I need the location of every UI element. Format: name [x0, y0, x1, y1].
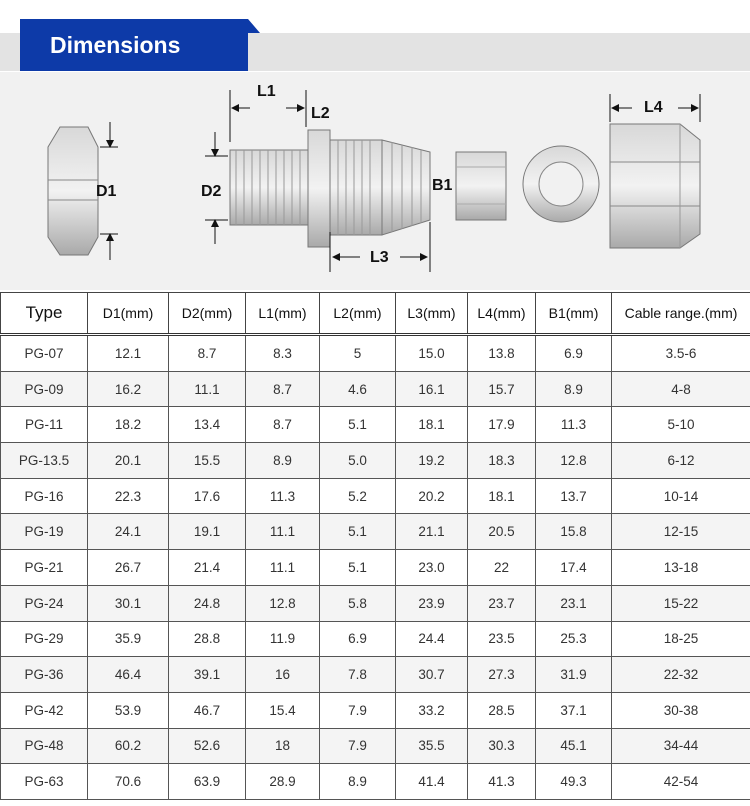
- table-row: [1, 764, 750, 800]
- value-cell: 39.1: [169, 657, 246, 693]
- value-cell: 18.1: [468, 478, 536, 514]
- value-cell: 15.8: [536, 514, 612, 550]
- type-cell: PG-48: [1, 728, 88, 764]
- value-cell: 18-25: [612, 621, 750, 657]
- type-cell: PG-16: [1, 478, 88, 514]
- column-header: Cable range.(mm): [612, 293, 750, 335]
- value-cell: 31.9: [536, 657, 612, 693]
- page-title: Dimensions: [50, 32, 181, 58]
- value-cell: 16.1: [396, 371, 468, 407]
- value-cell: 28.5: [468, 692, 536, 728]
- value-cell: 49.3: [536, 764, 612, 800]
- column-header: L4(mm): [468, 293, 536, 335]
- value-cell: 21.4: [169, 550, 246, 586]
- type-cell: PG-63: [1, 764, 88, 800]
- value-cell: 5.8: [320, 585, 396, 621]
- value-cell: 15.7: [468, 371, 536, 407]
- value-cell: 12.8: [246, 585, 320, 621]
- type-cell: PG-29: [1, 621, 88, 657]
- value-cell: 21.1: [396, 514, 468, 550]
- value-cell: 28.9: [246, 764, 320, 800]
- table-row: [1, 728, 750, 764]
- value-cell: 26.7: [88, 550, 169, 586]
- value-cell: 12.1: [88, 335, 169, 372]
- cable-gland-diagram: [0, 72, 750, 290]
- table-header-row: [1, 293, 750, 335]
- value-cell: 28.8: [169, 621, 246, 657]
- table-body: [1, 335, 750, 800]
- value-cell: 7.8: [320, 657, 396, 693]
- table-row: [1, 550, 750, 586]
- table-row: [1, 514, 750, 550]
- value-cell: 23.5: [468, 621, 536, 657]
- value-cell: 6.9: [536, 335, 612, 372]
- value-cell: 12-15: [612, 514, 750, 550]
- value-cell: 11.3: [536, 407, 612, 443]
- value-cell: 25.3: [536, 621, 612, 657]
- value-cell: 11.1: [169, 371, 246, 407]
- value-cell: 10-14: [612, 478, 750, 514]
- value-cell: 18.3: [468, 443, 536, 479]
- column-header: L3(mm): [396, 293, 468, 335]
- value-cell: 11.1: [246, 550, 320, 586]
- type-cell: PG-36: [1, 657, 88, 693]
- value-cell: 16.2: [88, 371, 169, 407]
- value-cell: 8.9: [536, 371, 612, 407]
- value-cell: 13-18: [612, 550, 750, 586]
- type-cell: PG-11: [1, 407, 88, 443]
- value-cell: 17.9: [468, 407, 536, 443]
- type-cell: PG-07: [1, 335, 88, 372]
- label-l3: L3: [370, 249, 389, 266]
- locknut-part: [48, 127, 98, 255]
- value-cell: 52.6: [169, 728, 246, 764]
- value-cell: 7.9: [320, 728, 396, 764]
- table-row: [1, 407, 750, 443]
- value-cell: 41.3: [468, 764, 536, 800]
- value-cell: 18.1: [396, 407, 468, 443]
- value-cell: 15.4: [246, 692, 320, 728]
- value-cell: 53.9: [88, 692, 169, 728]
- type-cell: PG-42: [1, 692, 88, 728]
- value-cell: 30.3: [468, 728, 536, 764]
- column-header: L1(mm): [246, 293, 320, 335]
- value-cell: 23.7: [468, 585, 536, 621]
- value-cell: 42-54: [612, 764, 750, 800]
- value-cell: 5: [320, 335, 396, 372]
- value-cell: 16: [246, 657, 320, 693]
- value-cell: 30.7: [396, 657, 468, 693]
- header-banner: [20, 19, 248, 71]
- value-cell: 24.1: [88, 514, 169, 550]
- value-cell: 12.8: [536, 443, 612, 479]
- value-cell: 6.9: [320, 621, 396, 657]
- type-cell: PG-24: [1, 585, 88, 621]
- value-cell: 17.6: [169, 478, 246, 514]
- column-header: B1(mm): [536, 293, 612, 335]
- value-cell: 5.1: [320, 514, 396, 550]
- value-cell: 20.5: [468, 514, 536, 550]
- cap-nut-part: [610, 124, 700, 248]
- value-cell: 33.2: [396, 692, 468, 728]
- value-cell: 5.1: [320, 407, 396, 443]
- table-row: [1, 692, 750, 728]
- table-row: [1, 478, 750, 514]
- value-cell: 11.9: [246, 621, 320, 657]
- value-cell: 8.3: [246, 335, 320, 372]
- value-cell: 17.4: [536, 550, 612, 586]
- value-cell: 46.4: [88, 657, 169, 693]
- column-header: L2(mm): [320, 293, 396, 335]
- value-cell: 5-10: [612, 407, 750, 443]
- value-cell: 23.9: [396, 585, 468, 621]
- dimensions-table: [0, 292, 750, 800]
- seal-ring-part: [523, 146, 599, 222]
- gland-body-part: [230, 130, 430, 247]
- label-l4: L4: [644, 99, 663, 116]
- value-cell: 13.7: [536, 478, 612, 514]
- seal-insert-part: [456, 152, 506, 220]
- value-cell: 5.2: [320, 478, 396, 514]
- value-cell: 3.5-6: [612, 335, 750, 372]
- value-cell: 7.9: [320, 692, 396, 728]
- type-cell: PG-09: [1, 371, 88, 407]
- value-cell: 19.1: [169, 514, 246, 550]
- label-b1: B1: [432, 177, 453, 194]
- value-cell: 27.3: [468, 657, 536, 693]
- value-cell: 60.2: [88, 728, 169, 764]
- column-header: D2(mm): [169, 293, 246, 335]
- value-cell: 63.9: [169, 764, 246, 800]
- value-cell: 34-44: [612, 728, 750, 764]
- value-cell: 22.3: [88, 478, 169, 514]
- value-cell: 35.5: [396, 728, 468, 764]
- column-header: Type: [1, 293, 88, 335]
- value-cell: 41.4: [396, 764, 468, 800]
- type-cell: PG-21: [1, 550, 88, 586]
- type-cell: PG-19: [1, 514, 88, 550]
- value-cell: 20.1: [88, 443, 169, 479]
- value-cell: 46.7: [169, 692, 246, 728]
- value-cell: 13.8: [468, 335, 536, 372]
- value-cell: 20.2: [396, 478, 468, 514]
- value-cell: 8.7: [169, 335, 246, 372]
- value-cell: 19.2: [396, 443, 468, 479]
- value-cell: 24.4: [396, 621, 468, 657]
- value-cell: 4.6: [320, 371, 396, 407]
- value-cell: 15.5: [169, 443, 246, 479]
- table-row: [1, 443, 750, 479]
- value-cell: 11.1: [246, 514, 320, 550]
- label-d2: D2: [201, 183, 222, 200]
- value-cell: 30-38: [612, 692, 750, 728]
- value-cell: 23.1: [536, 585, 612, 621]
- value-cell: 23.0: [396, 550, 468, 586]
- value-cell: 24.8: [169, 585, 246, 621]
- value-cell: 5.0: [320, 443, 396, 479]
- value-cell: 30.1: [88, 585, 169, 621]
- value-cell: 15.0: [396, 335, 468, 372]
- label-l1: L1: [257, 83, 276, 100]
- value-cell: 15-22: [612, 585, 750, 621]
- value-cell: 18: [246, 728, 320, 764]
- value-cell: 37.1: [536, 692, 612, 728]
- dimension-drawing: [0, 72, 750, 290]
- value-cell: 5.1: [320, 550, 396, 586]
- table-row: [1, 585, 750, 621]
- table-row: [1, 335, 750, 372]
- table-row: [1, 371, 750, 407]
- label-d1: D1: [96, 183, 117, 200]
- column-header: D1(mm): [88, 293, 169, 335]
- value-cell: 8.7: [246, 407, 320, 443]
- value-cell: 18.2: [88, 407, 169, 443]
- value-cell: 8.9: [246, 443, 320, 479]
- value-cell: 45.1: [536, 728, 612, 764]
- value-cell: 6-12: [612, 443, 750, 479]
- value-cell: 22-32: [612, 657, 750, 693]
- type-cell: PG-13.5: [1, 443, 88, 479]
- value-cell: 22: [468, 550, 536, 586]
- value-cell: 13.4: [169, 407, 246, 443]
- table-row: [1, 657, 750, 693]
- value-cell: 11.3: [246, 478, 320, 514]
- value-cell: 8.9: [320, 764, 396, 800]
- value-cell: 35.9: [88, 621, 169, 657]
- value-cell: 8.7: [246, 371, 320, 407]
- value-cell: 4-8: [612, 371, 750, 407]
- table-row: [1, 621, 750, 657]
- label-l2: L2: [311, 105, 330, 122]
- value-cell: 70.6: [88, 764, 169, 800]
